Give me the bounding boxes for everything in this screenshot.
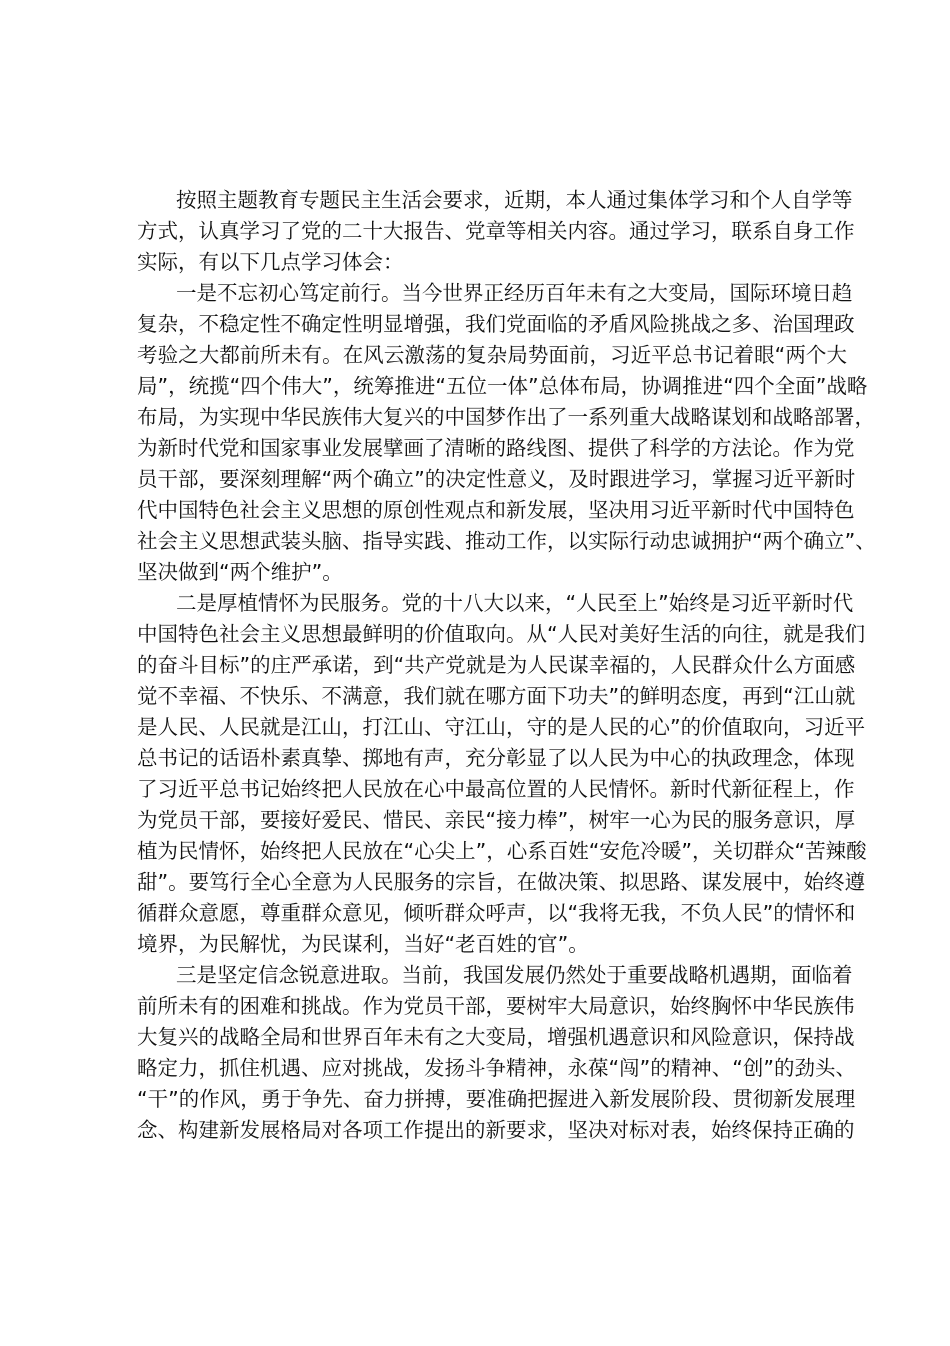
text-line: 觉不幸福、不快乐、不满意，我们就在哪方面下功夫”的鲜明态度，再到“江山就 bbox=[137, 684, 856, 709]
text-line: 按照主题教育专题民主生活会要求，近期，本人通过集体学习和个人自学等 bbox=[176, 188, 853, 212]
text-line: 为党员干部，要接好爱民、惜民、亲民“接力棒”，树牢一心为民的服务意识，厚 bbox=[137, 808, 856, 833]
text-line: 局”，统揽“四个伟大”，统筹推进“五位一体”总体布局，协调推进“四个全面”战略 bbox=[137, 374, 868, 399]
text-line: 坚决做到“两个维护”。 bbox=[137, 560, 343, 585]
text-line: 复杂，不稳定性不确定性明显增强，我们党面临的矛盾风险挑战之多、治国理政 bbox=[137, 312, 855, 337]
text-line: 前所未有的困难和挑战。作为党员干部，要树牢大局意识，始终胸怀中华民族伟 bbox=[137, 994, 855, 1019]
text-line: 的奋斗目标”的庄严承诺，到“共产党就是为人民谋幸福的，人民群众什么方面感 bbox=[137, 653, 856, 678]
text-line: 二是厚植情怀为民服务。党的十八大以来，“人民至上”始终是习近平新时代 bbox=[176, 591, 854, 616]
text-line: 大复兴的战略全局和世界百年未有之大变局，增强机遇意识和风险意识，保持战 bbox=[137, 1025, 855, 1050]
document-body bbox=[137, 185, 876, 1146]
text-line: 甜”。要笃行全心全意为人民服务的宗旨，在做决策、拟思路、谋发展中，始终遵 bbox=[137, 870, 866, 895]
text-line: 循群众意愿，尊重群众意见，倾听群众呼声，以“我将无我，不负人民”的情怀和 bbox=[137, 901, 856, 926]
text-line: 代中国特色社会主义思想的原创性观点和新发展，坚决用习近平新时代中国特色 bbox=[137, 498, 855, 523]
paragraph bbox=[137, 185, 855, 278]
text-line: 植为民情怀，始终把人民放在“心尖上”，心系百姓“安危冷暖”，关切群众“苦辣酸 bbox=[137, 839, 867, 864]
text-line: 布局，为实现中华民族伟大复兴的中国梦作出了一系列重大战略谋划和战略部署， bbox=[137, 405, 875, 430]
text-line: 考验之大都前所未有。在风云激荡的复杂局势面前，习近平总书记着眼“两个大 bbox=[137, 343, 847, 368]
paragraph bbox=[137, 278, 876, 588]
text-line: 境界，为民解忧，为民谋利，当好“老百姓的官”。 bbox=[137, 932, 589, 957]
text-line: 念、构建新发展格局对各项工作提出的新要求，坚决对标对表，始终保持正确的 bbox=[137, 1118, 855, 1143]
text-line: 员干部，要深刻理解“两个确立”的决定性意义，及时跟进学习，掌握习近平新时 bbox=[137, 467, 856, 492]
text-line: 方式，认真学习了党的二十大报告、党章等相关内容。通过学习，联系自身工作 bbox=[137, 219, 855, 244]
text-line: “干”的作风，勇于争先、奋力拼搏，要准确把握进入新发展阶段、贯彻新发展理 bbox=[137, 1087, 856, 1112]
text-line: 一是不忘初心笃定前行。当今世界正经历百年未有之大变局，国际环境日趋 bbox=[176, 281, 853, 306]
text-line: 中国特色社会主义思想最鲜明的价值取向。从“人民对美好生活的向往，就是我们 bbox=[137, 622, 866, 647]
text-line: 略定力，抓住机遇、应对挑战，发扬斗争精神，永葆“闯”的精神、“创”的劲头、 bbox=[137, 1056, 856, 1081]
text-line: 总书记的话语朴素真挚、掷地有声，充分彰显了以人民为中心的执政理念，体现 bbox=[137, 746, 855, 771]
paragraph bbox=[137, 588, 867, 960]
text-line: 实际，有以下几点学习体会： bbox=[137, 250, 404, 275]
text-line: 三是坚定信念锐意进取。当前，我国发展仍然处于重要战略机遇期，面临着 bbox=[176, 963, 853, 988]
text-line: 了习近平总书记始终把人民放在心中最高位置的人民情怀。新时代新征程上，作 bbox=[137, 777, 855, 802]
text-line: 是人民、人民就是江山，打江山、守江山，守的是人民的心”的价值取向，习近平 bbox=[137, 715, 866, 740]
text-line: 为新时代党和国家事业发展擘画了清晰的路线图、提供了科学的方法论。作为党 bbox=[137, 436, 855, 461]
text-line: 社会主义思想武装头脑、指导实践、推动工作，以实际行动忠诚拥护“两个确立”、 bbox=[137, 529, 876, 554]
paragraph bbox=[137, 960, 856, 1146]
